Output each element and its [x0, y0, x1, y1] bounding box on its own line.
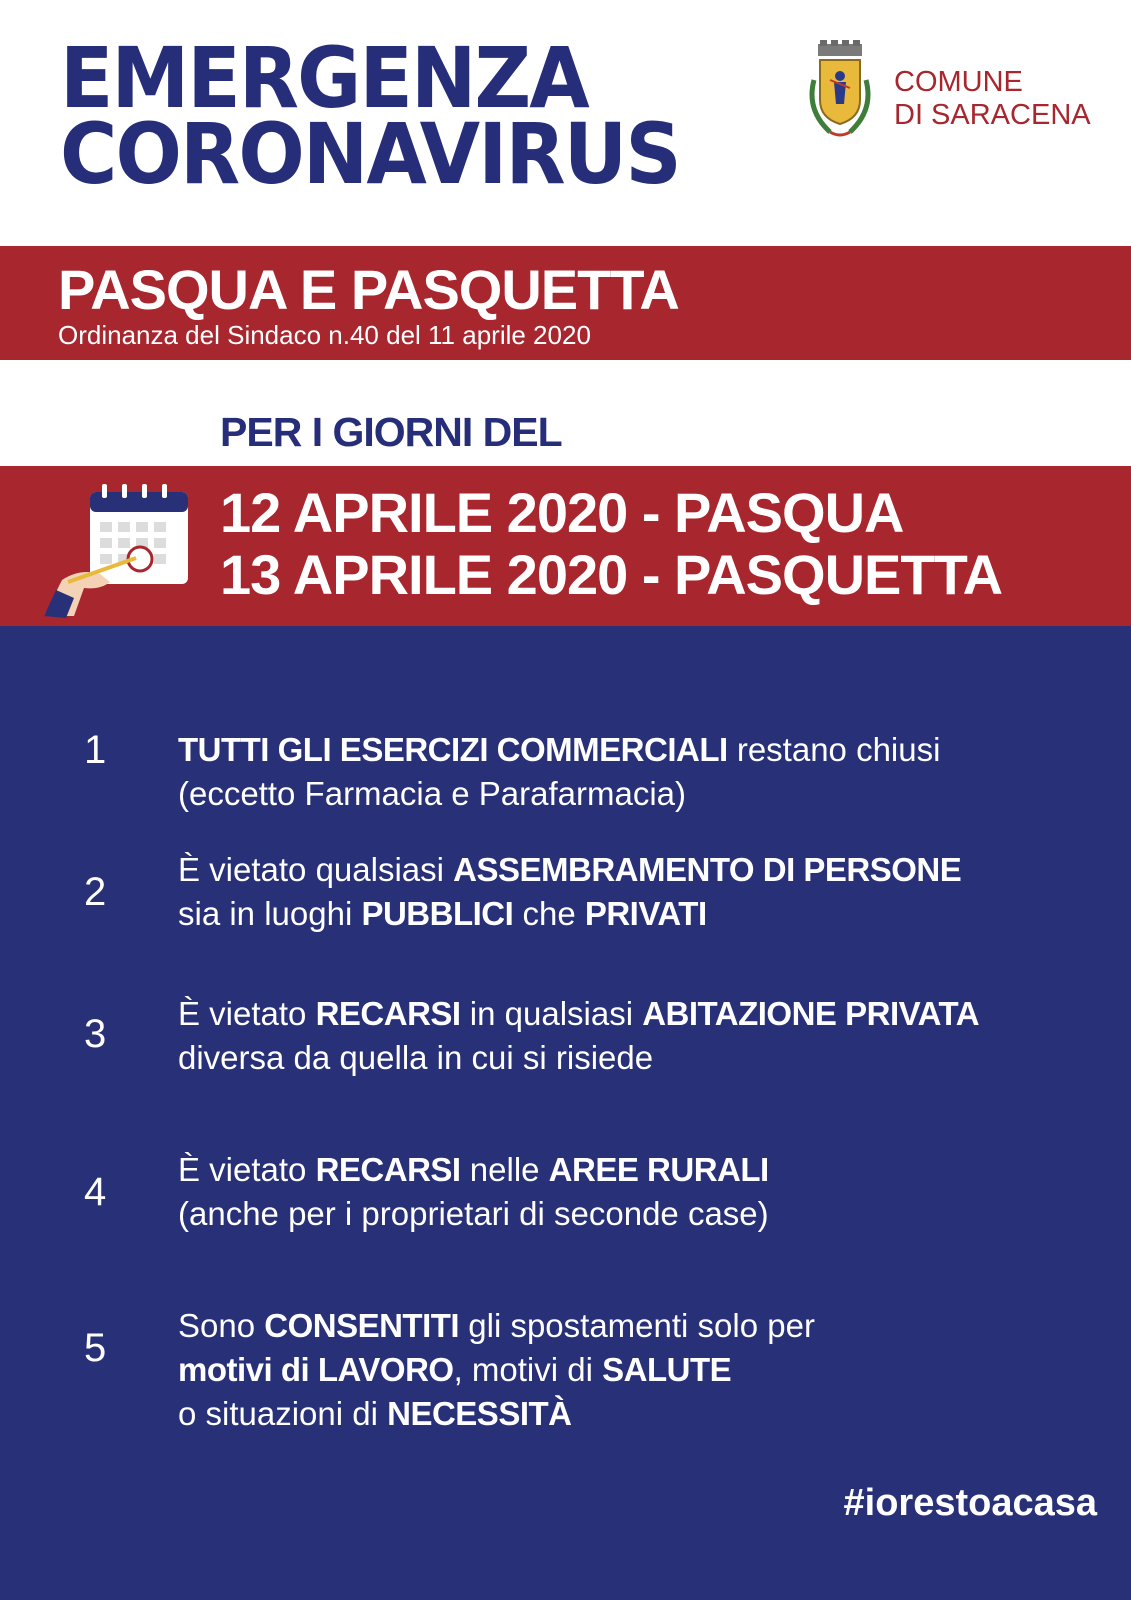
rule-fragment: sia in luoghi: [178, 895, 362, 932]
rules-panel: [0, 626, 1131, 1600]
rule-fragment: gli spostamenti solo per: [459, 1307, 815, 1344]
rule-line: [178, 892, 1078, 936]
comune-line-2: DI SARACENA: [894, 99, 1091, 131]
rule-number: 4: [84, 1170, 107, 1214]
coat-of-arms-icon: [800, 40, 880, 144]
date-line-2: 13 APRILE 2020 - PASQUETTA: [220, 543, 1003, 606]
rule-fragment: o situazioni di: [178, 1395, 388, 1432]
rule-fragment: diversa da quella in cui si risiede: [178, 1039, 654, 1076]
title-line-2: CORONAVIRUS: [60, 105, 680, 203]
rule-fragment: in qualsiasi: [460, 995, 643, 1032]
rule-number: 5: [84, 1326, 107, 1370]
hashtag: #iorestoacasa: [843, 1482, 1097, 1524]
comune-name: [894, 66, 1091, 132]
rule-line: [178, 1304, 1078, 1348]
rule-text: [178, 1148, 1078, 1236]
dates-banner: [0, 466, 1131, 626]
days-intro: PER I GIORNI DEL: [220, 409, 562, 455]
rule-keyword: CONSENTITI: [264, 1307, 460, 1344]
ordinance-banner: [0, 246, 1131, 360]
rule-keyword: ABITAZIONE PRIVATA: [642, 995, 980, 1032]
rule-text: [178, 728, 1078, 816]
rule-text: [178, 992, 1078, 1080]
rule-fragment: È vietato: [178, 995, 316, 1032]
rule-text: [178, 848, 1078, 936]
rule-fragment: È vietato: [178, 1151, 316, 1188]
rule-keyword: PRIVATI: [584, 895, 707, 932]
rule-keyword: motivi di: [178, 1351, 318, 1388]
rule-line: [178, 1192, 1078, 1236]
rule-fragment: (eccetto Farmacia e Parafarmacia): [178, 775, 687, 812]
dates-list: [220, 482, 1002, 606]
rule-keyword: NECESSITÀ: [387, 1395, 572, 1432]
rule-keyword: TUTTI GLI ESERCIZI COMMERCIALI: [178, 731, 728, 768]
rule-line: [178, 1392, 1078, 1436]
rule-line: [178, 992, 1078, 1036]
rule-fragment: nelle: [460, 1151, 549, 1188]
rule-line: [178, 728, 1078, 772]
rule-fragment: (anche per i proprietari di seconde case): [178, 1195, 769, 1232]
rule-keyword: ASSEMBRAMENTO DI PERSONE: [453, 851, 962, 888]
rule-number: 1: [84, 728, 107, 772]
rule-keyword: SALUTE: [602, 1351, 732, 1388]
rule-line: [178, 772, 1078, 816]
date-line-1: 12 APRILE 2020 - PASQUA: [220, 481, 904, 544]
rule-fragment: che: [513, 895, 585, 932]
rule-line: [178, 1348, 1078, 1392]
comune-logo: [800, 40, 1100, 150]
title-line-1: EMERGENZA: [60, 29, 588, 127]
rule-number: 2: [84, 870, 107, 914]
rule-keyword: LAVORO: [317, 1351, 454, 1388]
rule-keyword: AREE RURALI: [548, 1151, 769, 1188]
banner-subheading: Ordinanza del Sindaco n.40 del 11 aprile 2020: [58, 320, 591, 350]
rule-fragment: È vietato qualsiasi: [178, 851, 454, 888]
rule-keyword: RECARSI: [315, 995, 461, 1032]
rule-keyword: PUBBLICI: [361, 895, 514, 932]
comune-line-1: COMUNE: [894, 66, 1023, 98]
rule-keyword: RECARSI: [315, 1151, 461, 1188]
rule-line: [178, 1148, 1078, 1192]
rule-line: [178, 1036, 1078, 1080]
poster-title: [60, 29, 680, 203]
rule-fragment: restano chiusi: [727, 731, 941, 768]
rule-fragment: Sono: [178, 1307, 265, 1344]
rule-text: [178, 1304, 1078, 1436]
rule-number: 3: [84, 1012, 107, 1056]
banner-heading: PASQUA E PASQUETTA: [58, 258, 679, 321]
rule-fragment: , motivi di: [453, 1351, 603, 1388]
calendar-hand-icon: [40, 482, 200, 618]
rule-line: [178, 848, 1078, 892]
